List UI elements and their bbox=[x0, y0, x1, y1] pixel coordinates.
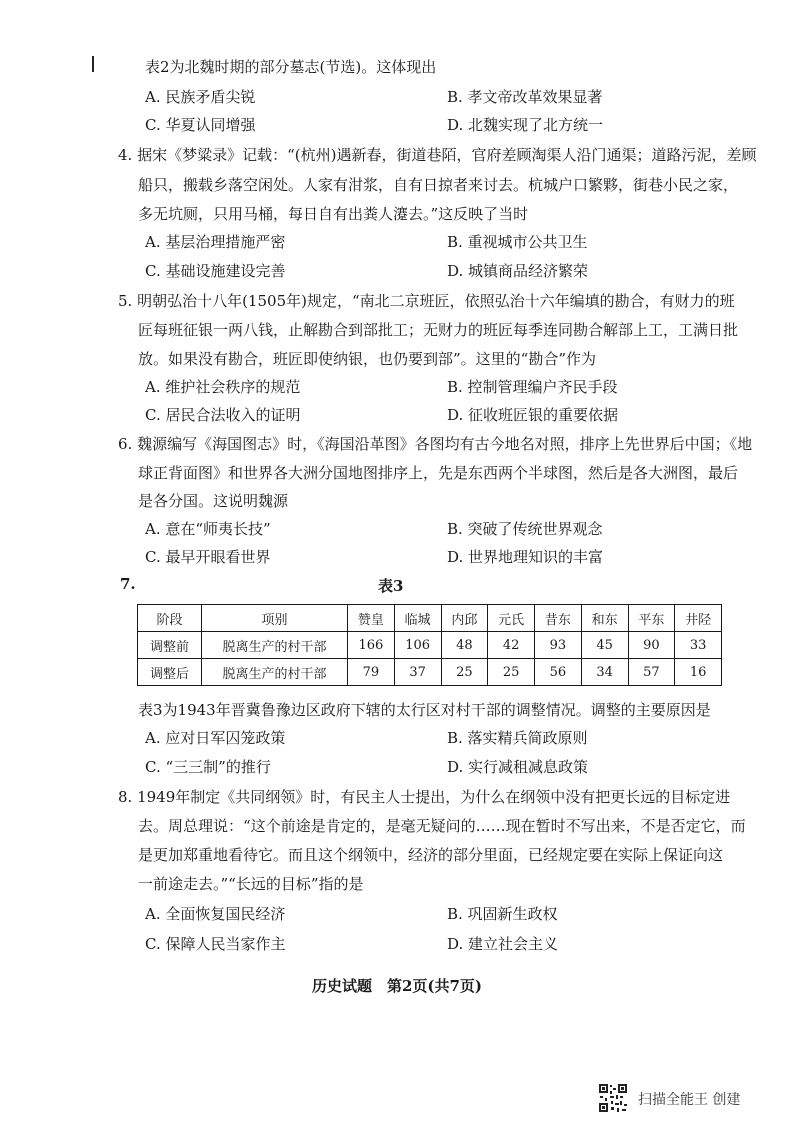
q6-option-b: B. 突破了传统世界观念 bbox=[447, 520, 603, 538]
table-cell: 45 bbox=[581, 632, 628, 659]
table-cell: 33 bbox=[675, 632, 722, 659]
table-cell: 79 bbox=[348, 659, 395, 686]
q5-option-a: A. 维护社会秩序的规范 bbox=[145, 378, 301, 396]
q8-line-1: 8. 1949年制定《共同纲领》时，有民主人士提出，为什么在纲领中没有把更长远的目标定进 bbox=[118, 788, 731, 806]
q4-option-c: C. 基础设施建设完善 bbox=[145, 262, 286, 280]
table-header: 井陉 bbox=[675, 605, 722, 632]
q4-option-b: B. 重视城市公共卫生 bbox=[447, 233, 588, 251]
table-header: 阶段 bbox=[138, 605, 202, 632]
q6-option-a: A. 意在“师夷长技” bbox=[145, 520, 271, 538]
q4-line-3: 多无坑厕，只用马桶，每日自有出粪人瀽去。”这反映了当时 bbox=[138, 205, 529, 223]
table-cell: 脱离生产的村干部 bbox=[202, 632, 348, 659]
q8-option-a: A. 全面恢复国民经济 bbox=[145, 905, 286, 923]
table-cell: 56 bbox=[535, 659, 582, 686]
q8-option-d: D. 建立社会主义 bbox=[447, 935, 559, 953]
table-cell: 25 bbox=[488, 659, 535, 686]
table-cell: 34 bbox=[581, 659, 628, 686]
q8-option-c: C. 保障人民当家作主 bbox=[145, 935, 286, 953]
q8-line-2: 去。周总理说：“这个前途是肯定的，是毫无疑问的……现在暂时不写出来，不是否定它，而 bbox=[138, 817, 746, 835]
table-header: 临城 bbox=[394, 605, 441, 632]
q6-option-c: C. 最早开眼看世界 bbox=[145, 548, 271, 566]
watermark-text: 扫描全能王 创建 bbox=[638, 1092, 741, 1108]
q6-line-1: 6. 魏源编写《海国图志》时，《海国沿革图》各图均有古今地名对照，排序上先世界后中国；《地 bbox=[118, 435, 753, 453]
q8-line-3: 是更加郑重地看待它。而且这个纲领中，经济的部分里面，已经规定要在实际上保证向这 bbox=[138, 846, 724, 864]
table-cell: 调整前 bbox=[138, 632, 202, 659]
table-cell: 37 bbox=[394, 659, 441, 686]
q5-option-c: C. 居民合法收入的证明 bbox=[145, 406, 301, 424]
table-caption: 表3 bbox=[378, 577, 404, 595]
table-cell: 调整后 bbox=[138, 659, 202, 686]
q7-option-a: A. 应对日军囚笼政策 bbox=[145, 729, 286, 747]
q8-option-b: B. 巩固新生政权 bbox=[447, 905, 558, 923]
table-cell: 脱离生产的村干部 bbox=[202, 659, 348, 686]
margin-mark bbox=[92, 56, 94, 72]
table-cell: 48 bbox=[441, 632, 488, 659]
q3-option-c: C. 华夏认同增强 bbox=[145, 116, 256, 134]
table-row bbox=[138, 632, 722, 659]
table-cell: 106 bbox=[394, 632, 441, 659]
table-cell: 42 bbox=[488, 632, 535, 659]
q7-option-d: D. 实行减租减息政策 bbox=[447, 758, 589, 776]
table-header: 元氏 bbox=[488, 605, 535, 632]
data-table bbox=[137, 604, 722, 686]
q8-line-4: 一前途走去。”“长远的目标”指的是 bbox=[138, 875, 364, 893]
q3-stem: 表2为北魏时期的部分墓志(节选)。这体现出 bbox=[145, 58, 437, 76]
table-header: 和东 bbox=[581, 605, 628, 632]
table-row bbox=[138, 659, 722, 686]
q7-option-b: B. 落实精兵简政原则 bbox=[447, 729, 588, 747]
q5-line-2: 匠每班征银一两八钱，止解勘合到部批工；无财力的班匠每季连同勘合解部上工，工满日批 bbox=[138, 321, 739, 339]
q5-option-b: B. 控制管理编户齐民手段 bbox=[447, 378, 618, 396]
table-cell: 90 bbox=[628, 632, 675, 659]
q3-option-b: B. 孝文帝改革效果显著 bbox=[447, 88, 603, 106]
table-header: 内邱 bbox=[441, 605, 488, 632]
q3-option-a: A. 民族矛盾尖锐 bbox=[145, 88, 256, 106]
table-header: 平东 bbox=[628, 605, 675, 632]
q4-line-2: 船只，搬载乡落空闲处。人家有泔浆，自有日掠者来讨去。杭城户口繁夥，街巷小民之家， bbox=[138, 176, 739, 194]
table-cell: 93 bbox=[535, 632, 582, 659]
table-header: 昔东 bbox=[535, 605, 582, 632]
q7-number: 7. bbox=[120, 575, 136, 593]
q7-stem: 表3为1943年晋冀鲁豫边区政府下辖的太行区对村干部的调整情况。调整的主要原因是 bbox=[138, 701, 711, 719]
q5-line-1: 5. 明朝弘治十八年(1505年)规定，“南北二京班匠，依照弘治十六年编填的勘合，有财力的班 bbox=[118, 292, 735, 310]
table-cell: 166 bbox=[348, 632, 395, 659]
q4-line-1: 4. 据宋《梦粱录》记载：“(杭州)遇新春，街道巷陌，官府差顾淘渠人沿门通渠；道路污泥，差顾 bbox=[118, 146, 757, 164]
table-header: 项别 bbox=[202, 605, 348, 632]
table-cell: 25 bbox=[441, 659, 488, 686]
q3-option-d: D. 北魏实现了北方统一 bbox=[447, 116, 604, 134]
q5-line-3: 放。如果没有勘合，班匠即使纳银，也仍要到部”。这里的“勘合”作为 bbox=[138, 350, 597, 368]
q6-line-3: 是各分国。这说明魏源 bbox=[138, 492, 289, 510]
q7-option-c: C. “三三制”的推行 bbox=[145, 758, 271, 776]
table-header: 赞皇 bbox=[348, 605, 395, 632]
table-cell: 57 bbox=[628, 659, 675, 686]
q4-option-a: A. 基层治理措施严密 bbox=[145, 233, 286, 251]
q5-option-d: D. 征收班匠银的重要依据 bbox=[447, 406, 619, 424]
scanner-watermark bbox=[598, 1083, 788, 1117]
q6-option-d: D. 世界地理知识的丰富 bbox=[447, 548, 604, 566]
page-footer: 历史试题 第2页(共7页) bbox=[311, 977, 483, 995]
q6-line-2: 球正背面图》和世界各大洲分国地图排序上，先是东西两个半球图，然后是各大洲图，最后 bbox=[138, 464, 739, 482]
qr-code-icon bbox=[598, 1083, 628, 1113]
q4-option-d: D. 城镇商品经济繁荣 bbox=[447, 262, 589, 280]
table-header-row bbox=[138, 605, 722, 632]
table-cell: 16 bbox=[675, 659, 722, 686]
